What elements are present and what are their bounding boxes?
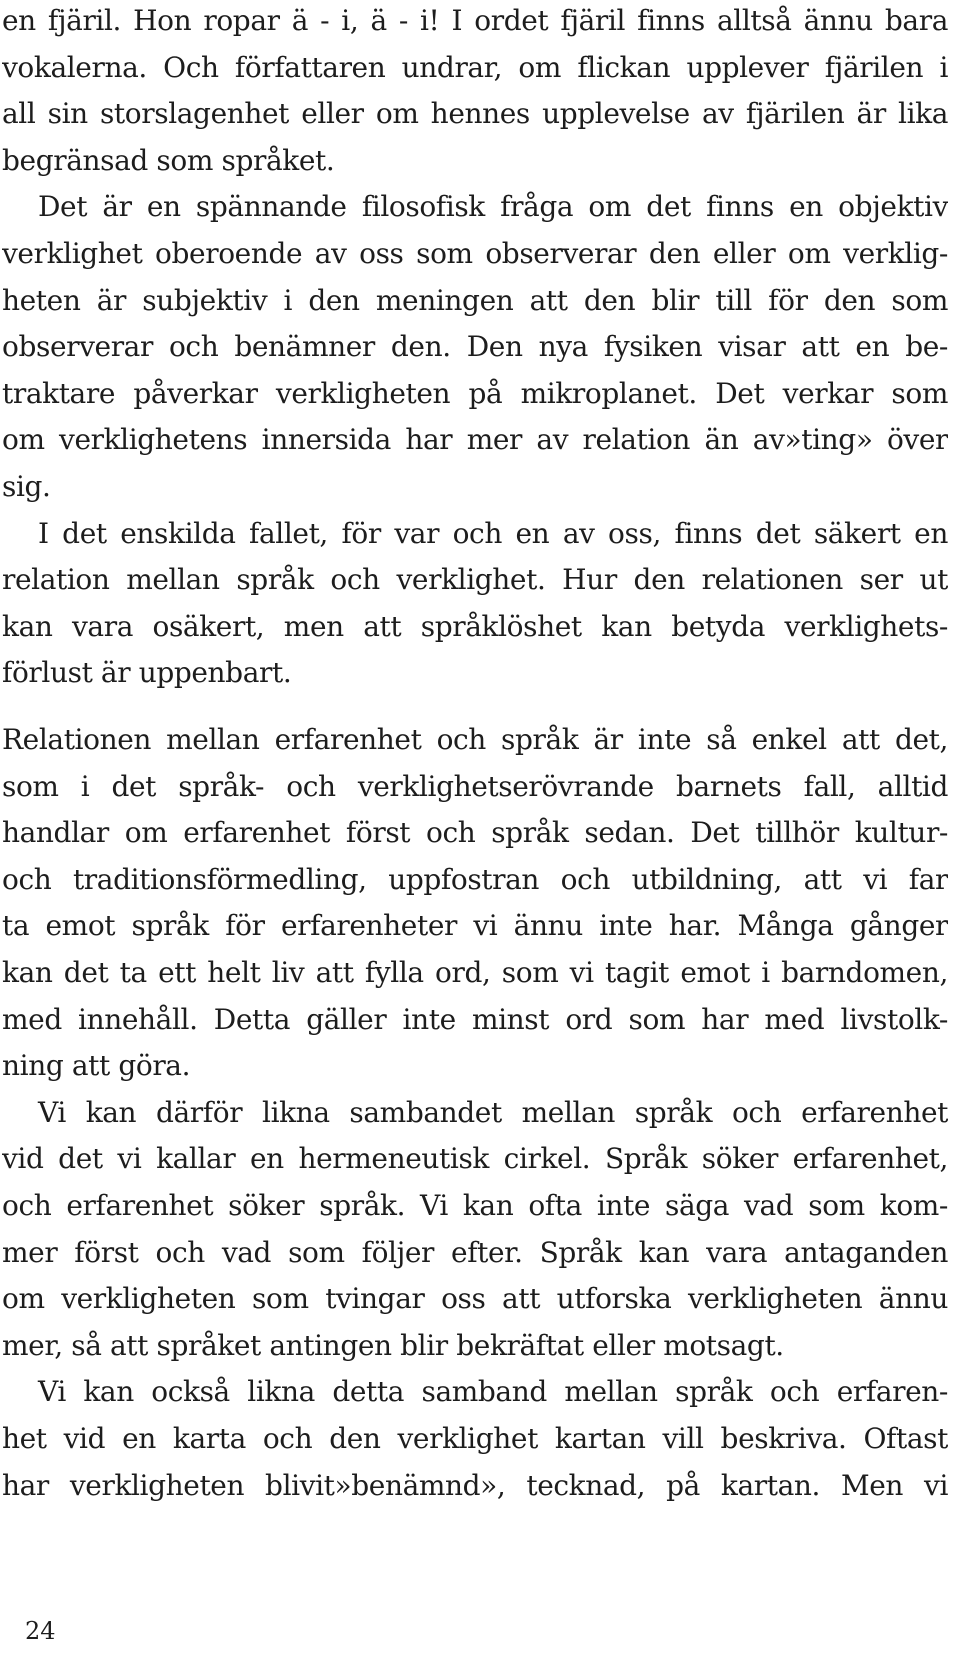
paragraph xyxy=(2,717,948,1090)
text-line: om verkligheten som tvingar oss att utforska verkligheten ännu xyxy=(2,1282,948,1316)
paragraph xyxy=(2,0,948,184)
text-line: verklighet oberoende av oss som observerar den eller om verklig- xyxy=(2,236,948,270)
text-block-upper xyxy=(2,0,948,697)
page-number: 24 xyxy=(25,1617,56,1645)
text-line: kan vara osäkert, men att språklöshet kan betyda verklighets- xyxy=(2,609,948,643)
text-line: Vi kan därför likna sambandet mellan språk och erfarenhet xyxy=(38,1095,948,1129)
text-line: begränsad som språket. xyxy=(2,143,335,177)
text-line: förlust är uppenbart. xyxy=(2,656,292,690)
paragraph xyxy=(2,1090,948,1370)
paragraph xyxy=(2,184,948,510)
text-line: relation mellan språk och verklighet. Hur den relationen ser ut xyxy=(2,563,948,597)
text-line: och erfarenhet söker språk. Vi kan ofta inte säga vad som kom- xyxy=(2,1188,948,1222)
text-line: ning att göra. xyxy=(2,1049,191,1083)
text-line: all sin storslagenhet eller om hennes upplevelse av fjärilen är lika xyxy=(2,97,948,131)
text-line: I det enskilda fallet, för var och en av oss, finns det säkert en xyxy=(38,516,948,550)
text-line: Relationen mellan erfarenhet och språk är inte så enkel att det, xyxy=(2,723,948,756)
text-line: Det är en spännande filosofisk fråga om det finns en objektiv xyxy=(38,190,948,224)
text-line: med innehåll. Detta gäller inte minst ord som har med livstolk- xyxy=(2,1002,948,1036)
text-line: som i det språk- och verklighetserövrande barnets fall, alltid xyxy=(2,769,948,803)
text-line: kan det ta ett helt liv att fylla ord, som vi tagit emot i barndomen, xyxy=(2,955,948,989)
text-line: heten är subjektiv i den meningen att den blir till för den som xyxy=(2,283,948,317)
text-line: traktare påverkar verkligheten på mikroplanet. Det verkar som xyxy=(2,376,948,410)
paragraph xyxy=(2,511,948,697)
text-line: observerar och benämner den. Den nya fysiken visar att en be- xyxy=(2,330,948,364)
text-line: har verkligheten blivit»benämnd», tecknad, på kartan. Men vi xyxy=(2,1468,948,1502)
text-block-lower xyxy=(2,717,948,1509)
text-line: mer, så att språket antingen blir bekräftat eller motsagt. xyxy=(2,1328,784,1362)
text-line: Vi kan också likna detta samband mellan språk och erfaren- xyxy=(38,1375,948,1409)
text-line: ta emot språk för erfarenheter vi ännu inte har. Många gånger xyxy=(2,909,948,943)
text-line: mer först och vad som följer efter. Språk kan vara antaganden xyxy=(2,1235,948,1269)
text-line: handlar om erfarenhet först och språk sedan. Det tillhör kultur- xyxy=(2,816,948,850)
text-line: om verklighetens innersida har mer av relation än av»ting» över xyxy=(2,423,948,457)
text-line: vid det vi kallar en hermeneutisk cirkel. Språk söker erfarenhet, xyxy=(2,1142,948,1176)
text-line: vokalerna. Och författaren undrar, om flickan upplever fjärilen i xyxy=(2,50,948,84)
text-line: en fjäril. Hon ropar ä - i, ä - i! I ordet fjäril finns alltså ännu bara xyxy=(2,4,948,37)
text-line: och traditionsförmedling, uppfostran och utbildning, att vi far xyxy=(2,862,948,896)
text-line: sig. xyxy=(2,469,51,503)
paragraph xyxy=(2,1369,948,1509)
text-line: het vid en karta och den verklighet kartan vill beskriva. Oftast xyxy=(2,1421,948,1455)
